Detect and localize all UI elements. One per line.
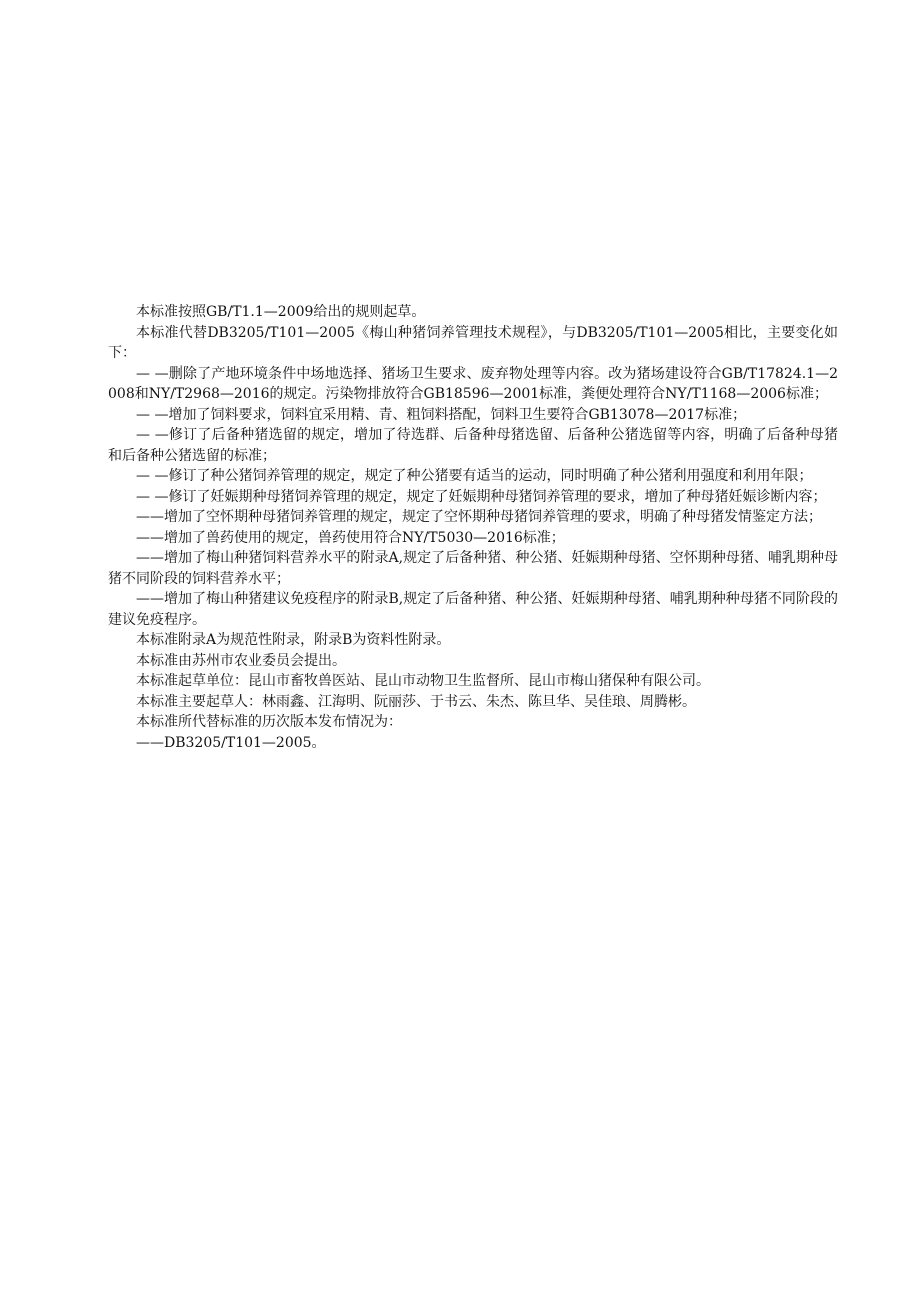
change-item-appendix-a: ——增加了梅山种猪饲料营养水平的附录A,规定了后备种猪、种公猪、妊娠期种母猪、空怀期种母猪、哺乳期种母猪不同阶段的饲料营养水平； <box>108 550 838 587</box>
drafting-rule-paragraph: 本标准按照GB/T1.1—2009给出的规则起草。 <box>136 304 426 320</box>
change-item-boar-management: — —修订了种公猪饲养管理的规定，规定了种公猪要有适当的运动，同时明确了种公猪利用强度和利用年限； <box>136 468 813 484</box>
version-history-item: ——DB3205/T101—2005。 <box>136 734 326 751</box>
change-item-pregnant-sow: — —修订了妊娠期种母猪饲养管理的规定，规定了妊娠期种母猪饲养管理的要求，增加了种母猪妊娠诊断内容； <box>136 488 827 505</box>
proposer-paragraph: 本标准由苏州市农业委员会提出。 <box>136 652 346 669</box>
foreword-body <box>108 302 838 753</box>
change-item-appendix-b: ——增加了梅山种猪建议免疫程序的附录B,规定了后备种猪、种公猪、妊娠期种母猪、哺乳期种种母猪不同阶段的建议免疫程序。 <box>108 591 838 628</box>
appendix-nature-paragraph: 本标准附录A为规范性附录，附录B为资料性附录。 <box>136 632 451 648</box>
drafters-paragraph: 本标准主要起草人：林雨鑫、江海明、阮丽莎、于书云、朱杰、陈旦华、吴佳琅、周腾彬。 <box>136 693 696 710</box>
drafting-units-paragraph: 本标准起草单位：昆山市畜牧兽医站、昆山市动物卫生监督所、昆山市梅山猪保种有限公司。 <box>136 673 710 689</box>
change-item-empty-sow: ——增加了空怀期种母猪饲养管理的规定，规定了空怀期种母猪饲养管理的要求，明确了种母猪发情鉴定方法； <box>136 509 822 525</box>
replacement-statement-paragraph: 本标准代替DB3205/T101—2005《梅山种猪饲养管理技术规程》，与DB3205/T101—2005相比，主要变化如下： <box>108 324 838 361</box>
change-item-veterinary-drug: ——增加了兽药使用的规定，兽药使用符合NY/T5030—2016标准； <box>136 529 565 546</box>
version-history-heading: 本标准所代替标准的历次版本发布情况为： <box>136 714 402 730</box>
change-item-reserve-selection: — —修订了后备种猪选留的规定，增加了待选群、后备种母猪选留、后备种公猪选留等内容，明确了后备种母猪和后备种公猪选留的标准； <box>108 427 838 464</box>
change-item-feed: — —增加了饲料要求，饲料宜采用精、青、粗饲料搭配，饲料卫生要符合GB13078—2017标准； <box>136 406 747 423</box>
change-item-environment: — —删除了产地环境条件中场地选择、猪场卫生要求、废弃物处理等内容。改为猪场建设符合GB/T17824.1—2008和NY/T2968—2016的规定。污染物排放符合GB18596—2001标准，粪便处理符合NY/T1168—2006标准； <box>108 365 838 402</box>
